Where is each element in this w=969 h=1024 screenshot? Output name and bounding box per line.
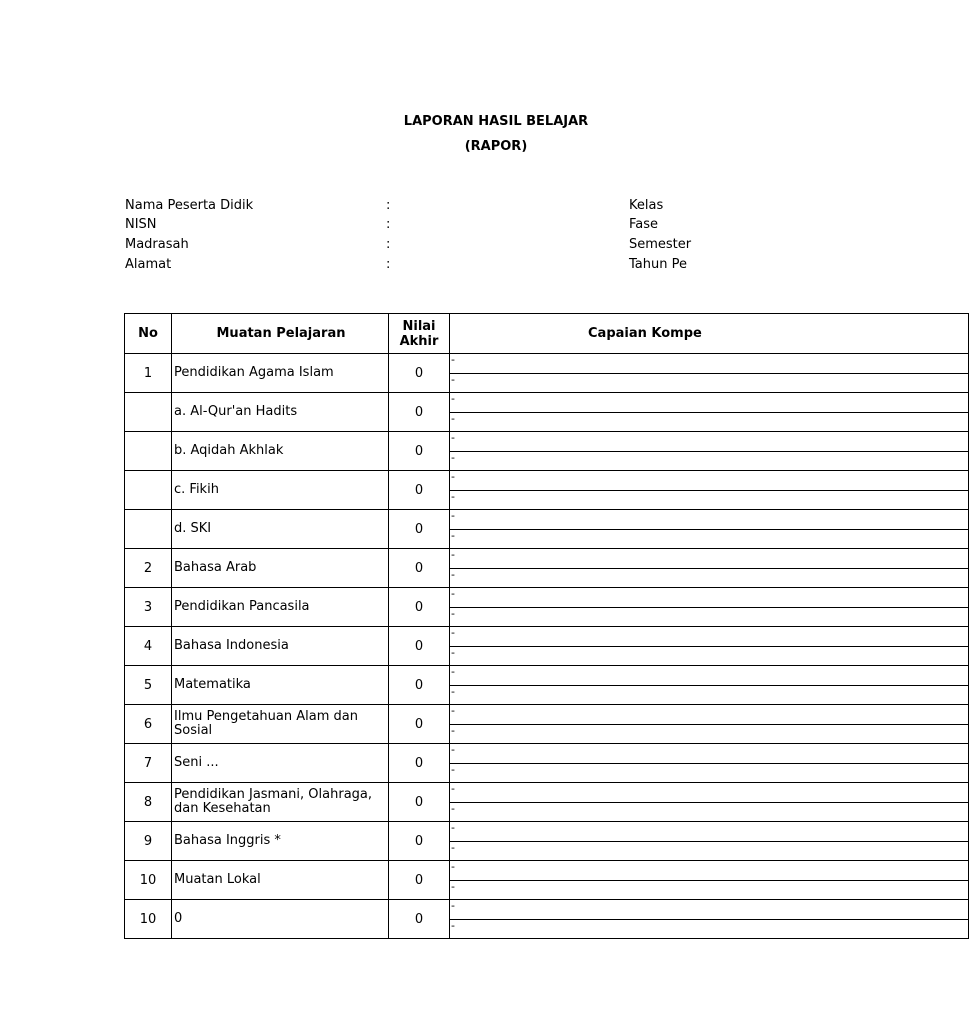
row-competency xyxy=(450,588,969,627)
row-subject: 0 xyxy=(172,900,389,939)
row-score: 0 xyxy=(389,588,450,627)
row-score: 0 xyxy=(389,861,450,900)
row-score: 0 xyxy=(389,627,450,666)
competency-line-1: - xyxy=(450,822,968,842)
competency-line-2: - xyxy=(451,528,455,542)
row-score: 0 xyxy=(389,393,450,432)
table-row xyxy=(125,549,969,588)
competency-line-1: - xyxy=(450,705,968,725)
competency-line-2: - xyxy=(451,411,455,425)
row-competency xyxy=(450,861,969,900)
row-no: 3 xyxy=(125,588,172,627)
row-no: 1 xyxy=(125,354,172,393)
competency-line-1: - xyxy=(450,627,968,647)
row-score: 0 xyxy=(389,471,450,510)
header-score xyxy=(389,314,450,354)
table-row xyxy=(125,354,969,393)
competency-lines xyxy=(450,471,968,509)
competency-lines xyxy=(450,549,968,587)
row-no xyxy=(125,471,172,510)
competency-lines xyxy=(450,393,968,431)
row-subject: Muatan Lokal xyxy=(172,861,389,900)
competency-line-2: - xyxy=(451,645,455,659)
table-row xyxy=(125,666,969,705)
row-subject: Pendidikan Jasmani, Olahraga, dan Kesehatan xyxy=(172,783,389,822)
report-subtitle: (RAPOR) xyxy=(464,139,528,154)
row-no: 7 xyxy=(125,744,172,783)
row-competency xyxy=(450,510,969,549)
info-colon-nama: : xyxy=(386,198,391,213)
header-score-line2: Akhir xyxy=(399,333,439,349)
competency-line-1: - xyxy=(450,744,968,764)
info-label-madrasah: Madrasah xyxy=(125,237,189,252)
row-subject: Bahasa Indonesia xyxy=(172,627,389,666)
table-row xyxy=(125,588,969,627)
info-colon-nisn: : xyxy=(386,217,391,232)
competency-lines xyxy=(450,627,968,665)
competency-line-2: - xyxy=(451,918,455,932)
row-no: 5 xyxy=(125,666,172,705)
info-label-kelas: Kelas xyxy=(629,198,664,213)
competency-line-1: - xyxy=(450,588,968,608)
table-row xyxy=(125,510,969,549)
competency-line-2: - xyxy=(451,879,455,893)
row-score: 0 xyxy=(389,900,450,939)
competency-lines xyxy=(450,354,968,392)
competency-line-1: - xyxy=(450,783,968,803)
competency-line-2: - xyxy=(451,567,455,581)
competency-lines xyxy=(450,588,968,626)
row-subject: Ilmu Pengetahuan Alam dan Sosial xyxy=(172,705,389,744)
competency-line-2: - xyxy=(451,372,455,386)
table-row xyxy=(125,471,969,510)
competency-line-2: - xyxy=(451,801,455,815)
row-competency xyxy=(450,471,969,510)
row-competency xyxy=(450,783,969,822)
row-score: 0 xyxy=(389,666,450,705)
row-competency xyxy=(450,822,969,861)
competency-line-2: - xyxy=(451,762,455,776)
row-competency xyxy=(450,744,969,783)
table-row xyxy=(125,627,969,666)
row-competency xyxy=(450,549,969,588)
row-subject: Seni ... xyxy=(172,744,389,783)
row-no: 6 xyxy=(125,705,172,744)
competency-line-1: - xyxy=(450,432,968,452)
header-competency: Capaian Kompe xyxy=(450,314,969,354)
row-score: 0 xyxy=(389,705,450,744)
row-subject: Pendidikan Agama Islam xyxy=(172,354,389,393)
row-competency xyxy=(450,393,969,432)
row-subject: c. Fikih xyxy=(172,471,389,510)
row-no: 4 xyxy=(125,627,172,666)
competency-line-1: - xyxy=(450,393,968,413)
row-score: 0 xyxy=(389,354,450,393)
info-label-fase: Fase xyxy=(629,217,659,232)
competency-line-1: - xyxy=(450,900,968,920)
row-subject: Pendidikan Pancasila xyxy=(172,588,389,627)
competency-lines xyxy=(450,900,968,938)
info-label-alamat: Alamat xyxy=(125,257,172,272)
row-competency xyxy=(450,432,969,471)
competency-line-2: - xyxy=(451,489,455,503)
row-subject: d. SKI xyxy=(172,510,389,549)
row-no xyxy=(125,432,172,471)
competency-line-2: - xyxy=(451,684,455,698)
competency-line-1: - xyxy=(450,354,968,374)
competency-lines xyxy=(450,432,968,470)
header-score-line1: Nilai xyxy=(402,318,436,334)
row-subject: Bahasa Inggris * xyxy=(172,822,389,861)
info-label-nama: Nama Peserta Didik xyxy=(125,198,254,213)
row-competency xyxy=(450,354,969,393)
competency-line-1: - xyxy=(450,861,968,881)
row-score: 0 xyxy=(389,510,450,549)
competency-lines xyxy=(450,861,968,899)
row-competency xyxy=(450,627,969,666)
row-no xyxy=(125,393,172,432)
row-no: 2 xyxy=(125,549,172,588)
table-row xyxy=(125,822,969,861)
info-colon-madrasah: : xyxy=(386,237,391,252)
competency-line-1: - xyxy=(450,471,968,491)
table-row xyxy=(125,783,969,822)
report-title: LAPORAN HASIL BELAJAR xyxy=(403,114,589,129)
competency-line-2: - xyxy=(451,840,455,854)
competency-lines xyxy=(450,822,968,860)
competency-lines xyxy=(450,783,968,821)
competency-lines xyxy=(450,510,968,548)
row-no xyxy=(125,510,172,549)
row-subject: b. Aqidah Akhlak xyxy=(172,432,389,471)
row-score: 0 xyxy=(389,783,450,822)
competency-lines xyxy=(450,744,968,782)
row-no: 8 xyxy=(125,783,172,822)
grades-table xyxy=(124,313,969,939)
row-subject: a. Al-Qur'an Hadits xyxy=(172,393,389,432)
table-row xyxy=(125,861,969,900)
table-row xyxy=(125,744,969,783)
table-row xyxy=(125,432,969,471)
table-header-row xyxy=(125,314,969,354)
row-no: 10 xyxy=(125,900,172,939)
table-row xyxy=(125,393,969,432)
table-row xyxy=(125,900,969,939)
row-no: 10 xyxy=(125,861,172,900)
row-score: 0 xyxy=(389,432,450,471)
info-colon-alamat: : xyxy=(386,257,391,272)
info-label-semester: Semester xyxy=(629,237,692,252)
row-competency xyxy=(450,666,969,705)
row-competency xyxy=(450,900,969,939)
info-label-nisn: NISN xyxy=(125,217,157,232)
competency-lines xyxy=(450,705,968,743)
info-label-tahun: Tahun Pe xyxy=(629,257,687,272)
row-competency xyxy=(450,705,969,744)
row-score: 0 xyxy=(389,549,450,588)
table-row xyxy=(125,705,969,744)
competency-line-1: - xyxy=(450,549,968,569)
header-no: No xyxy=(125,314,172,354)
row-score: 0 xyxy=(389,822,450,861)
row-subject: Bahasa Arab xyxy=(172,549,389,588)
competency-line-1: - xyxy=(450,510,968,530)
header-subject: Muatan Pelajaran xyxy=(172,314,389,354)
competency-lines xyxy=(450,666,968,704)
row-subject: Matematika xyxy=(172,666,389,705)
competency-line-2: - xyxy=(451,450,455,464)
competency-line-1: - xyxy=(450,666,968,686)
row-no: 9 xyxy=(125,822,172,861)
competency-line-2: - xyxy=(451,723,455,737)
competency-line-2: - xyxy=(451,606,455,620)
row-score: 0 xyxy=(389,744,450,783)
